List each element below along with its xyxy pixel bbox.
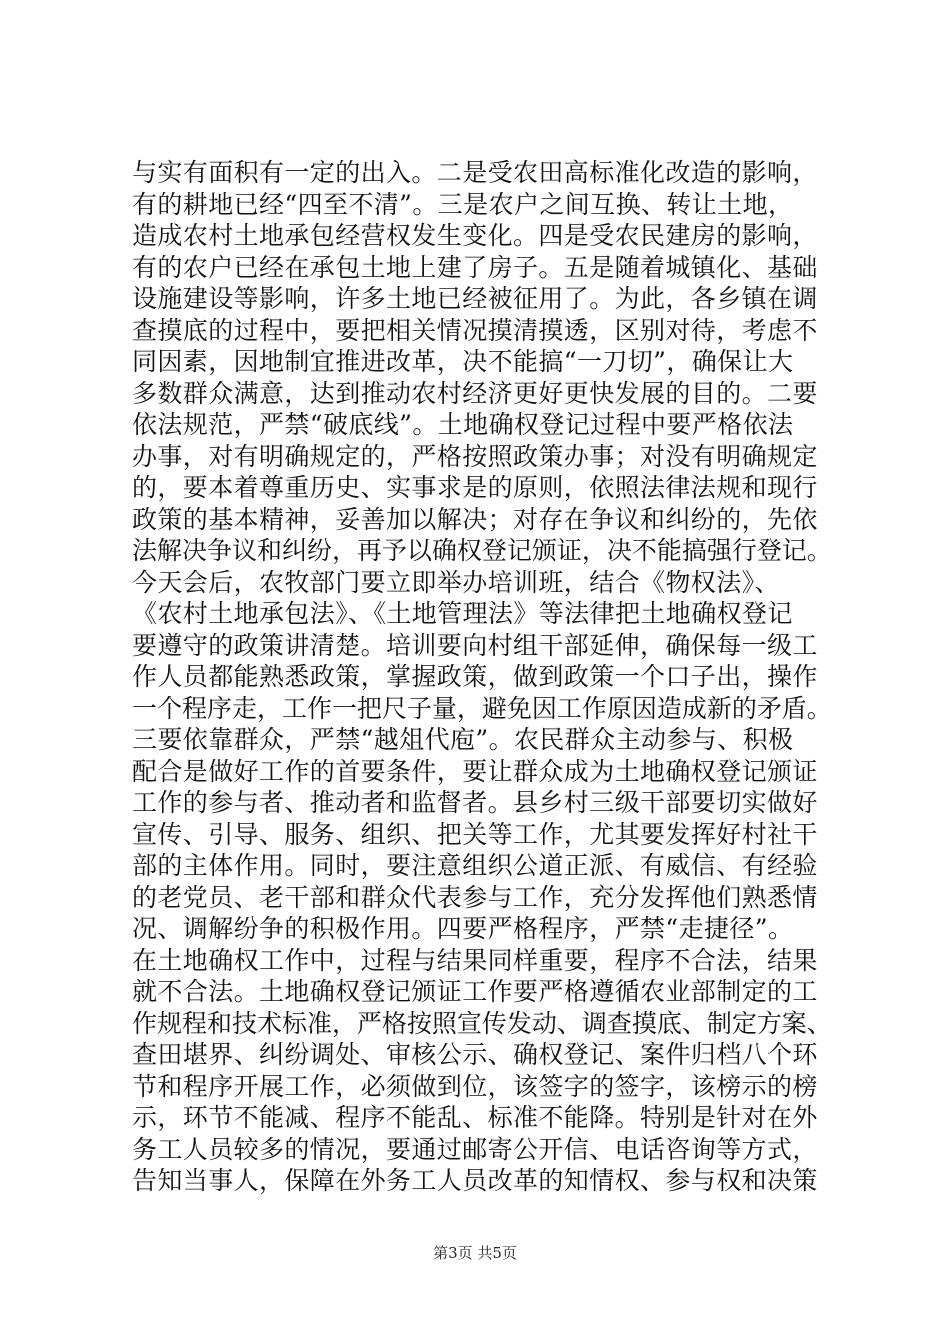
text-line: 依法规范，严禁“破底线”。土地确权登记过程中要严格依法 [132,410,794,439]
text-line: 一个程序走，工作一把尺子量，避免因工作原因造成新的矛盾。 [132,693,832,723]
text-line: 宣传、引导、服务、组织、把关等工作，尤其要发挥好村社干 [132,819,818,849]
text-line: 务工人员较多的情况，要通过邮寄公开信、电话咨询等方式， [132,1134,818,1164]
text-line: 在土地确权工作中，过程与结果同样重要，程序不合法，结果 [132,945,818,975]
text-line: 办事，对有明确规定的，严格按照政策办事；对没有明确规定 [132,441,818,471]
text-line: 工作的参与者、推动者和监督者。县乡村三级干部要切实做好 [132,788,818,817]
text-line: 三要依靠群众，严禁“越俎代庖”。农民群众主动参与、积极 [132,725,794,754]
body-text [132,157,832,1197]
text-line: 部的主体作用。同时，要注意组织公道正派、有威信、有经验 [132,851,818,880]
text-line: 与实有面积有一定的出入。二是受农田高标准化改造的影响， [132,158,818,187]
text-line: 要遵守的政策讲清楚。培训要向村组干部延伸，确保每一级工 [132,630,818,660]
text-line: 作规程和技术标准，严格按照宣传发动、调查摸底、制定方案、 [132,1008,832,1038]
text-line: 多数群众满意，达到推动农村经济更好更快发展的目的。二要 [132,378,818,408]
text-line: 《农村土地承包法》、《土地管理法》等法律把土地确权登记 [132,599,793,628]
text-line: 有的耕地已经“四至不清”。三是农户之间互换、转让土地， [132,189,794,219]
page-footer: 第3页 共5页 [433,1244,517,1262]
text-line: 节和程序开展工作，必须做到位，该签字的签字，该榜示的榜 [132,1071,818,1101]
text-line: 今天会后，农牧部门要立即举办培训班，结合《物权法》、 [132,567,780,597]
text-line: 示，环节不能减、程序不能乱、标准不能降。特别是针对在外 [132,1103,818,1132]
text-line: 查摸底的过程中，要把相关情况摸清摸透，区别对待，考虑不 [132,315,818,345]
text-line: 就不合法。土地确权登记颁证工作要严格遵循农业部制定的工 [132,977,818,1006]
text-line: 况、调解纷争的积极作用。四要严格程序，严禁“走捷径”。 [132,914,794,943]
text-line: 设施建设等影响，许多土地已经被征用了。为此，各乡镇在调 [132,284,818,313]
text-line: 法解决争议和纠纷，再予以确权登记颁证，决不能搞强行登记。 [132,536,832,565]
text-line: 查田堪界、纠纷调处、审核公示、确权登记、案件归档八个环 [132,1040,818,1069]
text-line: 同因素，因地制宜推进改革，决不能搞“一刀切”，确保让大 [132,347,794,376]
text-line: 的老党员、老干部和群众代表参与工作，充分发挥他们熟悉情 [132,882,818,912]
text-line: 告知当事人，保障在外务工人员改革的知情权、参与权和决策 [132,1166,818,1195]
text-line: 造成农村土地承包经营权发生变化。四是受农民建房的影响， [132,221,818,250]
text-line: 的，要本着尊重历史、实事求是的原则，依照法律法规和现行 [132,473,818,502]
text-line: 作人员都能熟悉政策，掌握政策，做到政策一个口子出，操作 [132,662,818,691]
text-line: 有的农户已经在承包土地上建了房子。五是随着城镇化、基础 [132,252,818,282]
text-line: 配合是做好工作的首要条件，要让群众成为土地确权登记颁证 [132,756,818,786]
text-line: 政策的基本精神，妥善加以解决；对存在争议和纠纷的，先依 [132,504,818,534]
